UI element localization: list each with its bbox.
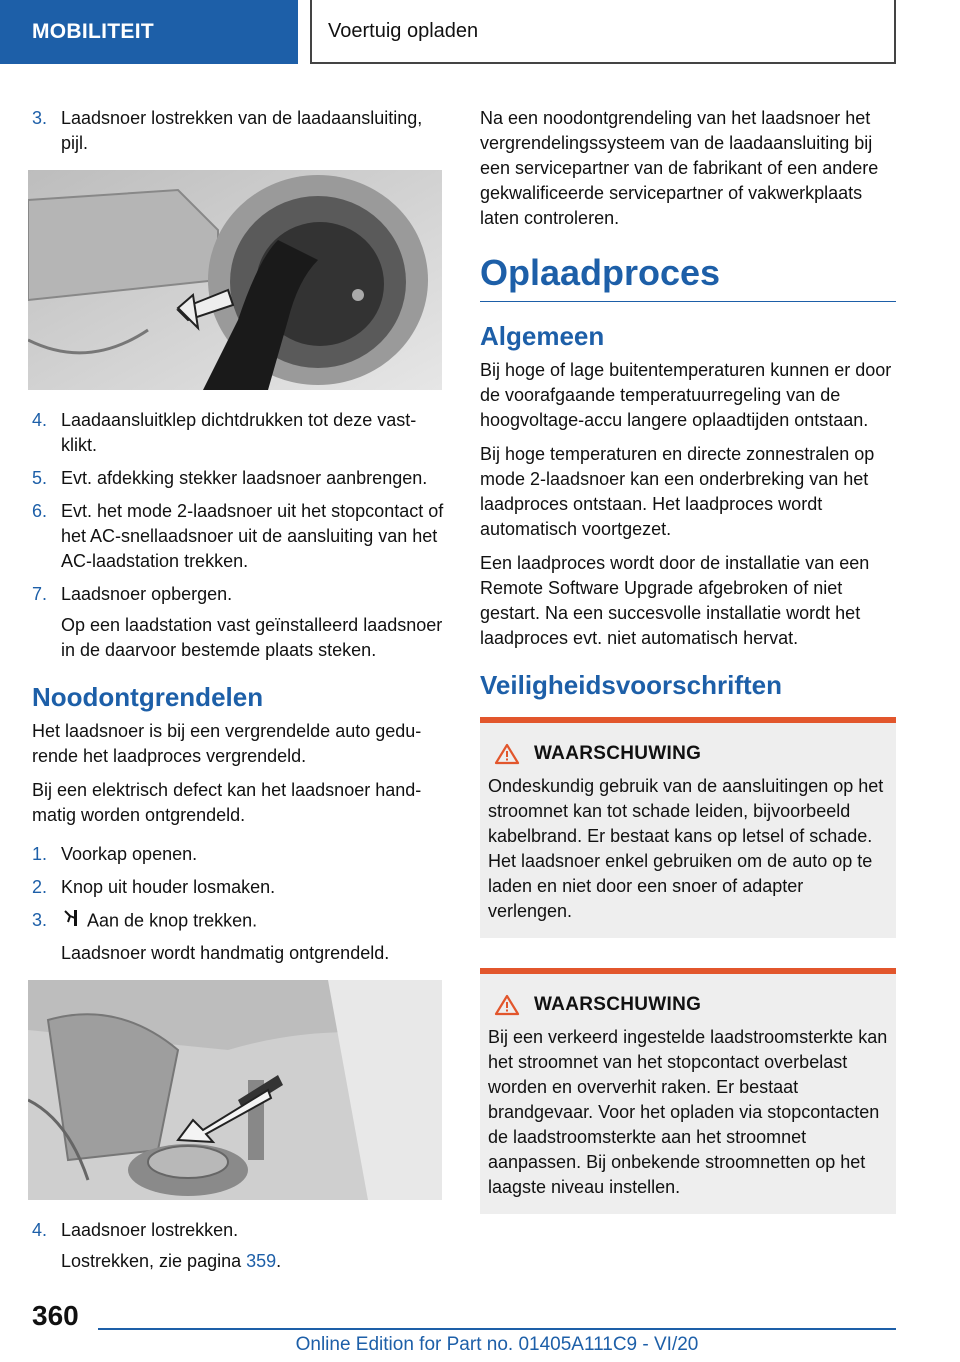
step-number: 2. — [32, 877, 48, 897]
edition-footer: Online Edition for Part no. 01405A111C9 - VI/20 — [295, 1334, 699, 1355]
section-heading: Noodontgrendelen — [32, 682, 264, 712]
warning-text: Ondeskundig gebruik van de aansluitingen op het stroomnet kan tot schade leiden, bijvoorbeeld kabelbrand. Er bestaat kans op letsel of schade. Het laadsnoer enkel gebruiken om de auto op te laden en niet door een snoer of adapter verlengen. — [488, 776, 884, 921]
section-heading: Veiligheidsvoorschriften — [480, 670, 782, 700]
step-number: 3. — [32, 108, 48, 128]
step-item — [32, 908, 444, 935]
section-label: MOBILITEIT — [32, 20, 154, 43]
step-note-text: Lostrekken, zie pagina — [61, 1251, 247, 1271]
step-item — [32, 1218, 444, 1243]
paragraph: Bij een elektrisch defect kan het laadsnoer handmatig worden ontgrendeld. — [32, 780, 422, 825]
footer-divider — [98, 1328, 896, 1330]
step-text: Evt. het mode 2-laadsnoer uit het stopcontact of het AC-snellaadsnoer uit de aansluiting van het AC-laadstation trekken. — [61, 501, 444, 571]
left-column — [32, 106, 444, 1282]
step-number: 4. — [32, 1220, 48, 1240]
step-text: Laadsnoer lostrekken. — [61, 1220, 239, 1240]
paragraph: Bij hoge temperaturen en directe zonnestralen op mode 2-laadsnoer kan een onderbreking van het laadproces ontstaan. Het laadproces wordt automatisch voortgezet. — [480, 444, 875, 539]
step-number: 7. — [32, 584, 48, 604]
step-text: Voorkap openen. — [61, 844, 198, 864]
step-number: 4. — [32, 410, 48, 430]
step-text: Laadsnoer lostrekken van de laadaansluiting, pijl. — [61, 108, 423, 153]
step-number: 1. — [32, 844, 48, 864]
step-item — [32, 582, 444, 607]
section-heading: Algemeen — [480, 321, 605, 351]
step-note: Laadsnoer wordt handmatig ontgrendeld. — [61, 943, 390, 963]
chapter-title: Voertuig opladen — [328, 19, 479, 42]
warning-text: Bij een verkeerd ingestelde laadstroomsterkte kan het stroomnet van het stopcontact overbelast worden en oververhit raken. Er bestaat brandgevaar. Voor het opladen via stopcontacten de laadstroomsterkte aan het stroomnet aanpassen. Bij onbekende stroomnetten op het laagste niveau instellen. — [488, 1027, 888, 1197]
step-text: Laadsnoer opbergen. — [61, 584, 233, 604]
step-text: Aan de knop trekken. — [87, 910, 258, 931]
step-number: 3. — [32, 910, 48, 930]
step-item — [32, 842, 444, 867]
step-item — [32, 466, 444, 491]
step-note-punct: . — [276, 1251, 282, 1271]
engine-bay-photo — [28, 980, 442, 1200]
paragraph: Een laadproces wordt door de installatie van een Remote Software Upgrade afgebroken of niet gestart. Na een succesvolle installatie wordt het laadproces evt. niet automatisch hervat. — [480, 553, 870, 648]
charging-port-photo — [28, 170, 442, 390]
page-reference-link[interactable]: 359 — [246, 1251, 277, 1271]
warning-box — [480, 968, 896, 1214]
paragraph: Het laadsnoer is bij een vergrendelde auto gedurende het laadproces vergrendeld. — [32, 721, 422, 766]
warning-title: WAARSCHUWING — [534, 743, 702, 764]
step-note: Op een laadstation vast geïnstalleerd laadsnoer in de daarvoor bestemde plaats steken. — [61, 615, 443, 660]
paragraph: Na een noodontgrendeling van het laadsnoer het vergrendelingssysteem van de laadaansluiting bij een servicepartner van de fabrikant of een andere gekwalificeerde servicepartner of vakwerkplaats laten controleren. — [480, 108, 879, 228]
step-text: Laadaansluitklep dichtdrukken tot deze vastklikt. — [61, 410, 417, 455]
step-number: 6. — [32, 501, 48, 521]
warning-triangle-icon — [494, 994, 520, 1016]
step-item — [32, 106, 444, 156]
step-item — [32, 499, 444, 574]
step-note — [32, 1249, 444, 1274]
step-text: Knop uit houder losmaken. — [61, 877, 276, 897]
step-text: Evt. afdekking stekker laadsnoer aanbrengen. — [61, 468, 428, 488]
paragraph: Bij hoge of lage buitentemperaturen kunnen er door de voorafgaande temperatuurregeling van de hoogvoltage-accu langere oplaadtijden ontstaan. — [480, 360, 892, 430]
warning-triangle-icon — [494, 743, 520, 765]
warning-box — [480, 717, 896, 938]
chapter-header — [310, 0, 896, 64]
section-tab — [0, 0, 298, 64]
hand-pull-icon — [61, 908, 83, 935]
step-number: 5. — [32, 468, 48, 488]
charging-port-illustration — [28, 170, 442, 390]
page-number: 360 — [32, 1300, 79, 1331]
step-item — [32, 875, 444, 900]
engine-bay-illustration — [28, 980, 442, 1200]
step-item — [32, 408, 444, 458]
right-column — [480, 106, 896, 1214]
warning-title: WAARSCHUWING — [534, 994, 702, 1015]
chapter-heading: Oplaadproces — [480, 251, 896, 302]
